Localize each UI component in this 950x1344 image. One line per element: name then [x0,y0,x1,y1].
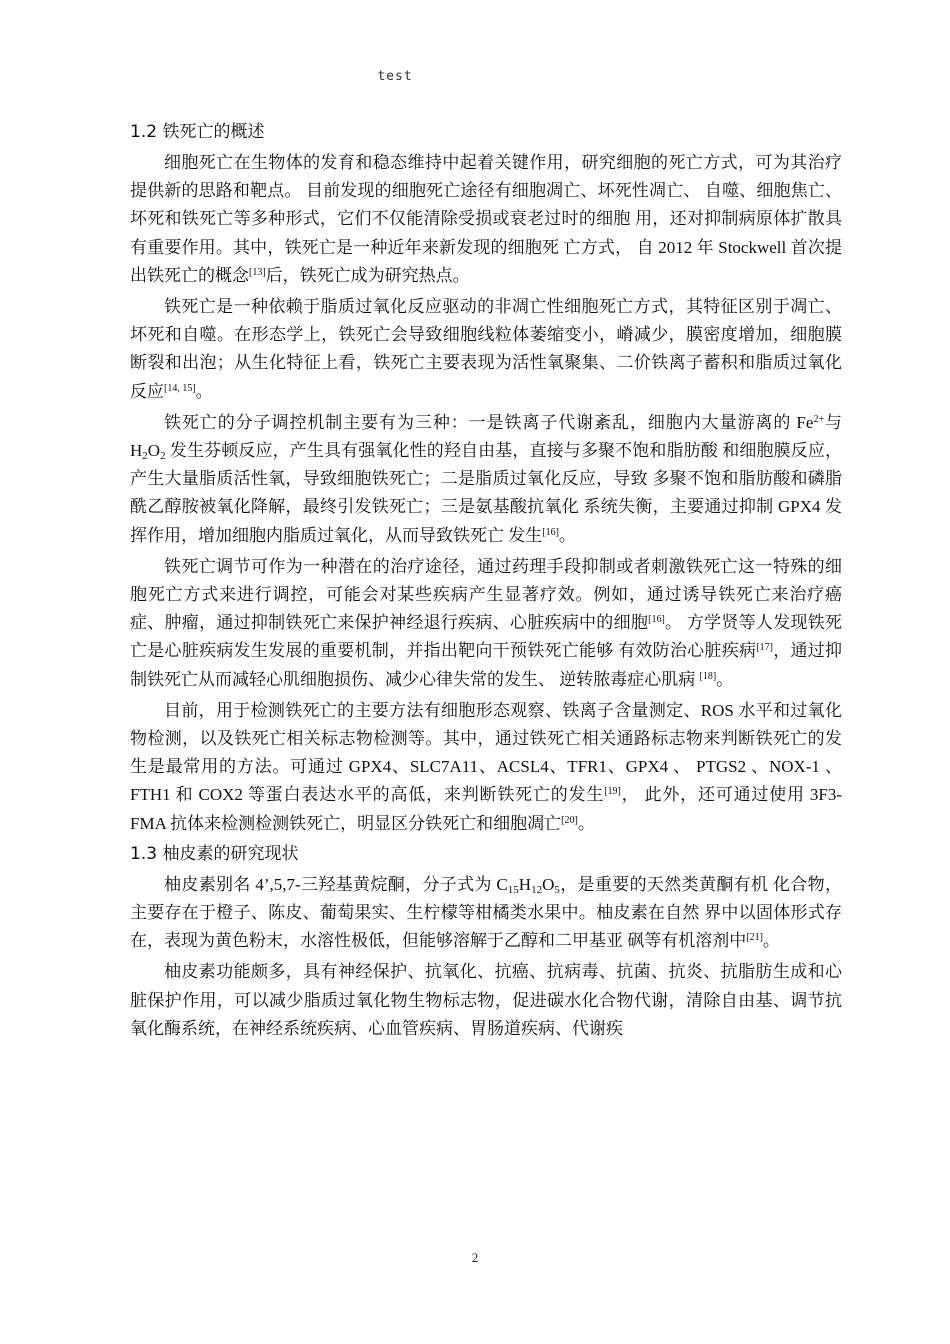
text-run: 柚皮素功能颇多，具有神经保护、抗氧化、抗癌、抗病毒、抗菌、抗炎、抗脂肪生成和心脏保护作用，可以减少脂质过氧化物生物标志物，促进碳水化合物代谢，清除自由基、调节抗氧化酶系统，在神经系统疾病、心血管疾病、胃肠道疾病、代谢疾 [130,962,842,1038]
citation: [13] [249,266,266,278]
section-heading-1-3: 1.3 柚皮素的研究现状 [130,843,299,864]
text-run: 。 方学贤等人发现铁死亡是心脏疾病发生发展的重要机制，并指出靶向干预铁死亡能够 有效防治心脏疾病 [130,613,843,661]
page-number: 2 [471,1250,479,1265]
paragraph [130,958,842,1043]
citation: [20] [561,814,578,826]
section-heading-1-2: 1.2 铁死亡的概述 [130,122,265,142]
paragraph [130,697,842,838]
text-run: 柚皮素别名 4’,5,7-三羟基黄烷酮，分子式为 C [164,874,508,894]
text-run: 。 [195,381,213,401]
subscript: 12 [531,883,543,896]
text-run: 细胞死亡在生物体的发育和稳态维持中起着关键作用，研究细胞的死亡方式，可为其治疗提供新的思路和靶点。 目前发现的细胞死亡途径有细胞凋亡、坏死性凋亡、 自噬、细胞焦亡、坏死和铁死亡等多种形式，它们不仅能清除受损或衰老过时的细胞 用，还对抑制病原体扩散具有重要作用。其中，铁死亡是一种近年来新发现的细胞死 亡方式， 自 2012 年 Stockwell 首次提出铁死亡的概念 [130,153,842,285]
text-run: O [542,874,555,894]
paragraph [130,293,842,406]
citation: [18] [699,670,717,682]
citation: [16] [648,614,665,626]
text-run: 铁死亡是一种依赖于脂质过氧化反应驱动的非凋亡性细胞死亡方式，其特征区别于凋亡、坏死和自噬。在形态学上，铁死亡会导致细胞线粒体萎缩变小，嵴减少，膜密度增加，细胞膜断裂和出泡；从生化特征上看，铁死亡主要表现为活性氧聚集、二价铁离子蓄积和脂质过氧化反应 [130,297,842,401]
subscript: 2 [160,450,166,463]
text-run: ，通过抑制铁死亡从而减轻心肌细胞损伤、减少心律失常的发生、 逆转脓毒症心肌病 [130,641,843,689]
citation: [21] [746,932,763,944]
text-run: 。 [577,813,595,833]
citation: [16] [542,526,559,538]
text-run: 。 [558,525,576,545]
text-run: 。 [762,931,780,951]
superscript: 2+ [813,413,825,425]
text-run: 后，铁死亡成为研究热点。 [265,265,470,285]
text-run: H [518,874,532,894]
text-run: ， 此外，还可通过使用 3F3-FMA 抗体来检测检测铁死亡，明显区分铁死亡和细胞凋亡 [130,785,842,833]
citation: [14, 15] [164,382,196,394]
text-run: 与 H [130,412,842,461]
text-run: ，是重要的天然类黄酮有机 化合物，主要存在于橙子、陈皮、葡萄果实、生柠檬等柑橘类水果中。柚皮素在自然 界中以固体形式存在，表现为黄色粉末，水溶性极低，但能够溶解于乙醇和二甲基亚 砜等有机溶剂中 [130,874,843,951]
subscript: 2 [142,450,148,463]
paragraph [130,409,842,550]
text-run: 铁死亡的分子调控机制主要有为三种：一是铁离子代谢紊乱，细胞内大量游离的 Fe [164,412,814,432]
text-run: 。 [716,669,734,689]
text-run: 发生芬顿反应，产生具有强氧化性的羟自由基，直接与多聚不饱和脂肪酸 和细胞膜反应，产生大量脂质活性氧，导致细胞铁死亡；二是脂质过氧化反应，导致 多聚不饱和脂肪酸和磷脂酰乙醇胺被氧化降解，最终引发铁死亡；三是氨基酸抗氧化 系统失衡，主要通过抑制 GPX4 发挥作用，增加细胞内脂质过氧化，从而导致铁死亡 发生 [130,441,842,545]
text-run: 目前，用于检测铁死亡的主要方法有细胞形态观察、铁离子含量测定、ROS 水平和过氧化物检测，以及铁死亡相关标志物检测等。其中，通过铁死亡相关通路标志物来判断铁死亡的发生是最常用的方法。可通过 GPX4、SLC7A11、ACSL4、TFR1、GPX4 、 PTGS2 、NOX-1 、FTH1 和 COX2 等蛋白表达水平的高低，来判断铁死亡的发生 [130,700,842,805]
citation: [17] [756,642,773,654]
paragraph [130,149,842,290]
citation: [19] [604,786,621,798]
text-run: 铁死亡调节可作为一种潜在的治疗途径，通过药理手段抑制或者刺激铁死亡这一特殊的细胞死亡方式来进行调控，可能会对某些疾病产生显著疗效。例如，通过诱导铁死亡来治疗癌症、肿瘤，通过抑制铁死亡来保护神经退行疾病、心脏疾病中的细胞 [130,556,842,633]
page-body [130,118,842,1043]
page-header: test [377,69,413,84]
subscript: 5 [554,883,560,896]
paragraph [130,553,842,694]
paragraph [130,871,842,956]
subscript: 15 [507,883,519,896]
text-run: O [147,441,161,461]
